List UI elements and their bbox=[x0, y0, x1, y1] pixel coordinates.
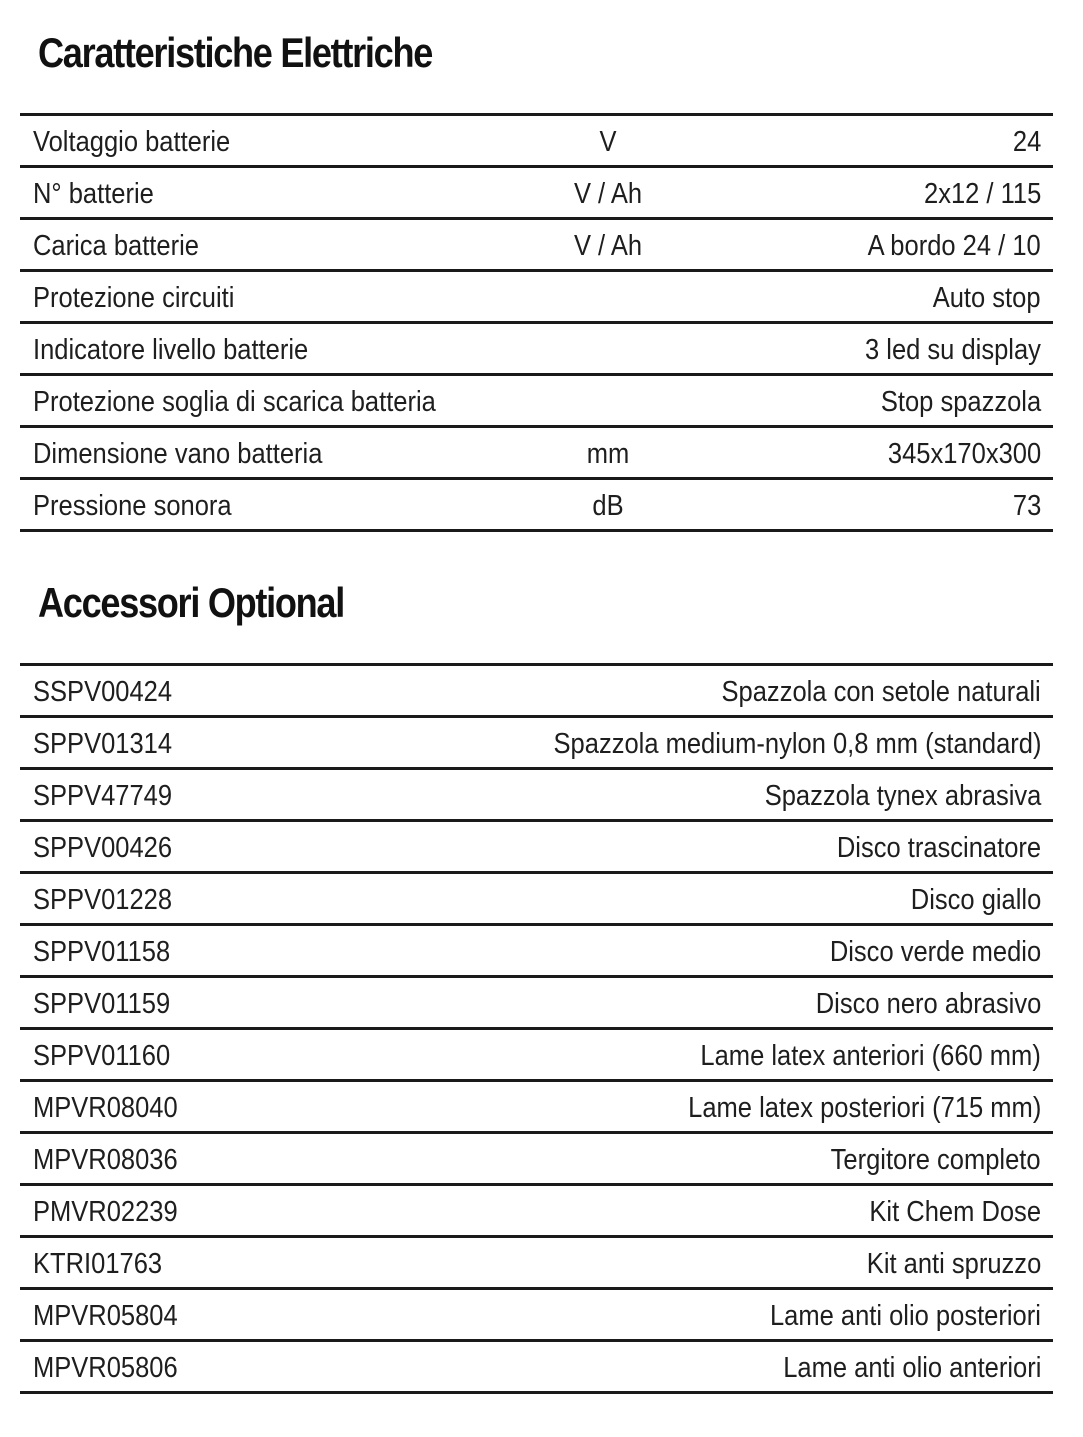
accessory-code: KTRI01763 bbox=[33, 1248, 163, 1280]
spec-row: Pressione sonora dB 73 bbox=[20, 480, 1053, 532]
spec-label: Indicatore livello batterie bbox=[33, 334, 309, 366]
spec-label: Pressione sonora bbox=[33, 490, 232, 522]
accessory-row bbox=[20, 874, 1053, 926]
spec-label: Protezione circuiti bbox=[33, 282, 235, 314]
accessory-code: MPVR05804 bbox=[33, 1300, 178, 1332]
accessory-row bbox=[20, 770, 1053, 822]
spec-value: 24 bbox=[1012, 126, 1041, 158]
spec-row: N° batterie V / Ah 2x12 / 115 bbox=[20, 168, 1053, 220]
accessory-code: MPVR08040 bbox=[33, 1092, 178, 1124]
optional-accessories-heading: Accessori Optional bbox=[38, 579, 344, 626]
spec-label: Dimensione vano batteria bbox=[33, 438, 323, 470]
accessory-code: SPPV47749 bbox=[33, 780, 173, 812]
accessory-code: MPVR05806 bbox=[33, 1352, 178, 1384]
accessory-code: SPPV01314 bbox=[33, 728, 173, 760]
spec-value: 3 led su display bbox=[865, 334, 1041, 366]
accessory-row bbox=[20, 978, 1053, 1030]
electrical-specs-heading: Caratteristiche Elettriche bbox=[38, 29, 433, 76]
accessory-row bbox=[20, 1030, 1053, 1082]
spec-value: 345x170x300 bbox=[887, 438, 1041, 470]
accessory-code: SSPV00424 bbox=[33, 676, 173, 708]
accessory-description: Spazzola con setole naturali bbox=[721, 676, 1041, 708]
accessory-description: Lame latex posteriori (715 mm) bbox=[687, 1092, 1041, 1124]
spec-value: Stop spazzola bbox=[880, 386, 1041, 418]
spec-value: 2x12 / 115 bbox=[923, 178, 1041, 210]
accessory-code: PMVR02239 bbox=[33, 1196, 178, 1228]
spec-row: Dimensione vano batteria mm 345x170x300 bbox=[20, 428, 1053, 480]
accessory-code: SPPV01160 bbox=[33, 1040, 171, 1072]
accessory-row bbox=[20, 822, 1053, 874]
spec-row bbox=[20, 272, 1053, 324]
accessory-description: Tergitore completo bbox=[831, 1144, 1041, 1176]
spec-label: N° batterie bbox=[33, 178, 154, 210]
accessory-description: Disco nero abrasivo bbox=[815, 988, 1041, 1020]
accessory-code: SPPV01228 bbox=[33, 884, 173, 916]
accessory-row bbox=[20, 1238, 1053, 1290]
accessory-description: Disco giallo bbox=[910, 884, 1041, 916]
spec-row bbox=[20, 324, 1053, 376]
accessory-row bbox=[20, 666, 1053, 718]
accessory-code: SPPV01158 bbox=[33, 936, 171, 968]
accessory-description: Lame latex anteriori (660 mm) bbox=[700, 1040, 1041, 1072]
accessory-row bbox=[20, 718, 1053, 770]
accessory-description: Lame anti olio anteriori bbox=[782, 1352, 1041, 1384]
spec-label: Carica batterie bbox=[33, 230, 199, 262]
spec-row: Carica batterie V / Ah A bordo 24 / 10 bbox=[20, 220, 1053, 272]
accessory-description: Spazzola medium-nylon 0,8 mm (standard) bbox=[553, 728, 1041, 760]
spec-label: Voltaggio batterie bbox=[33, 126, 231, 158]
accessory-row bbox=[20, 1186, 1053, 1238]
spec-label: Protezione soglia di scarica batteria bbox=[33, 386, 436, 418]
accessory-row bbox=[20, 1134, 1053, 1186]
accessory-description: Disco trascinatore bbox=[836, 832, 1041, 864]
optional-accessories-table bbox=[20, 663, 1053, 1394]
accessory-description: Lame anti olio posteriori bbox=[770, 1300, 1041, 1332]
accessory-description: Spazzola tynex abrasiva bbox=[764, 780, 1041, 812]
accessory-code: SPPV01159 bbox=[33, 988, 171, 1020]
accessory-description: Kit Chem Dose bbox=[869, 1196, 1041, 1228]
electrical-specs-table bbox=[20, 113, 1053, 532]
accessory-code: SPPV00426 bbox=[33, 832, 173, 864]
spec-row bbox=[20, 376, 1053, 428]
spec-value: 73 bbox=[1012, 490, 1041, 522]
accessory-description: Disco verde medio bbox=[829, 936, 1041, 968]
accessory-row bbox=[20, 1290, 1053, 1342]
spec-row: Voltaggio batterie V 24 bbox=[20, 116, 1053, 168]
accessory-description: Kit anti spruzzo bbox=[866, 1248, 1041, 1280]
accessory-row bbox=[20, 1342, 1053, 1394]
accessory-row bbox=[20, 926, 1053, 978]
accessory-row bbox=[20, 1082, 1053, 1134]
accessory-code: MPVR08036 bbox=[33, 1144, 178, 1176]
spec-value: Auto stop bbox=[933, 282, 1041, 314]
spec-value: A bordo 24 / 10 bbox=[867, 230, 1041, 262]
